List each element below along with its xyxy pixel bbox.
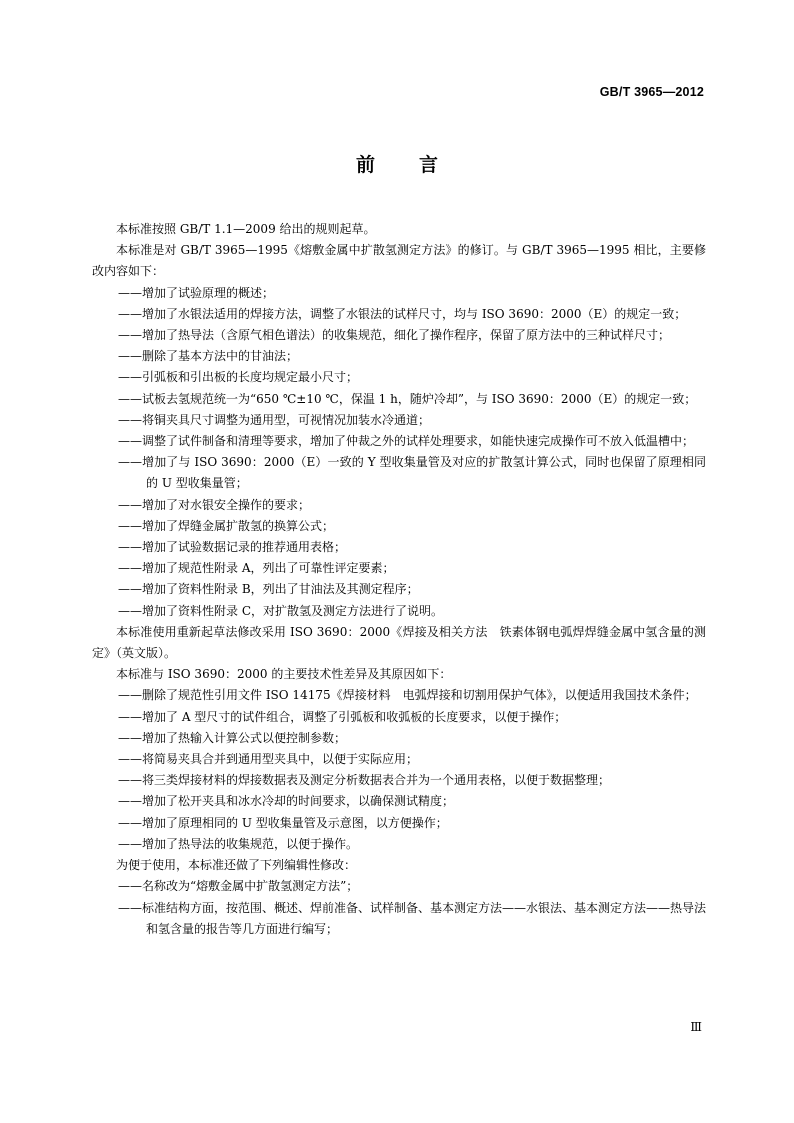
- list-item: ——增加了热输入计算公式以便控制参数；: [118, 730, 347, 745]
- list-item: ——调整了试件制备和清理等要求，增加了仲裁之外的试样处理要求，如能快速完成操作可不放入低温槽中；: [118, 434, 695, 449]
- paragraph: 本标准与 ISO 3690：2000 的主要技术性差异及其原因如下：: [116, 667, 452, 682]
- paragraph: 为便于使用，本标准还做了下列编辑性修改：: [116, 858, 357, 873]
- list-item: ——增加了原理相同的 U 型收集量管及示意图，以方便操作；: [118, 815, 448, 830]
- list-item: ——增加了焊缝金属扩散氢的换算公式；: [118, 518, 335, 533]
- list-item: ——增加了规范性附录 A，列出了可靠性评定要素；: [118, 561, 395, 576]
- title-char-1: 前: [355, 154, 375, 176]
- paragraph: 本标准按照 GB/T 1.1—2009 给出的规则起草。: [116, 222, 376, 236]
- page-title: [0, 150, 794, 177]
- list-item: ——标准结构方面，按范围、概述、焊前准备、试样制备、基本测定方法——水银法、基本测定方法——热导法和氢含量的报告等几方面进行编写；: [118, 900, 707, 936]
- paragraph: 本标准使用重新起草法修改采用 ISO 3690：2000《焊接及相关方法 铁素体钢电弧焊焊缝金属中氢含量的测定》（英文版）。: [92, 624, 706, 661]
- paragraph: 本标准是对 GB/T 3965—1995《熔敷金属中扩散氢测定方法》的修订。与 GB/T 3965—1995 相比，主要修改内容如下：: [92, 243, 706, 279]
- list-item: ——增加了对水银安全操作的要求；: [118, 497, 311, 512]
- list-item: ——增加了试验数据记录的推荐通用表格；: [118, 540, 347, 555]
- list-item: ——将铜夹具尺寸调整为通用型，可视情况加装水冷通道；: [118, 412, 431, 427]
- list-item: ——增加了水银法适用的焊接方法，调整了水银法的试样尺寸，均与 ISO 3690：2000（E）的规定一致；: [118, 306, 687, 321]
- list-item: ——增加了 A 型尺寸的试件组合，调整了引弧板和收弧板的长度要求，以便于操作；: [118, 709, 567, 724]
- list-item: ——删除了基本方法中的甘油法；: [118, 349, 299, 364]
- document-body: [92, 219, 706, 940]
- list-item: ——增加了资料性附录 B，列出了甘油法及其测定程序；: [118, 582, 419, 597]
- list-item: ——增加了热导法的收集规范，以便于操作。: [118, 836, 359, 851]
- list-item: ——将简易夹具合并到通用型夹具中，以便于实际应用；: [118, 752, 419, 767]
- list-item: ——试板去氢规范统一为“650 ℃±10 ℃，保温 1 h，随炉冷却”，与 ISO 3690：2000（E）的规定一致；: [118, 391, 697, 406]
- page-number: Ⅲ: [690, 1020, 702, 1034]
- list-item: ——增加了试验原理的概述；: [118, 285, 275, 300]
- list-item: ——增加了与 ISO 3690：2000（E）一致的 Y 型收集量管及对应的扩散氢计算公式，同时也保留了原理相同的 U 型收集量管；: [118, 455, 706, 491]
- list-item: ——增加了松开夹具和冰水冷却的时间要求，以确保测试精度；: [118, 794, 455, 809]
- list-item: ——删除了规范性引用文件 ISO 14175《焊接材料 电弧焊接和切割用保护气体》，以便适用我国技术条件；: [118, 688, 697, 703]
- standard-code: GB/T 3965—2012: [599, 85, 704, 99]
- list-item: ——增加了热导法（含原气相色谱法）的收集规范，细化了操作程序，保留了原方法中的三种试样尺寸；: [118, 328, 671, 343]
- list-item: ——引弧板和引出板的长度均规定最小尺寸；: [118, 370, 359, 385]
- title-char-2: 言: [419, 154, 439, 176]
- list-item: ——增加了资料性附录 C，对扩散氢及测定方法进行了说明。: [118, 603, 443, 618]
- list-item: ——将三类焊接材料的焊接数据表及测定分析数据表合并为一个通用表格，以便于数据整理；: [118, 773, 611, 788]
- list-item: ——名称改为“熔敷金属中扩散氢测定方法”；: [118, 879, 359, 894]
